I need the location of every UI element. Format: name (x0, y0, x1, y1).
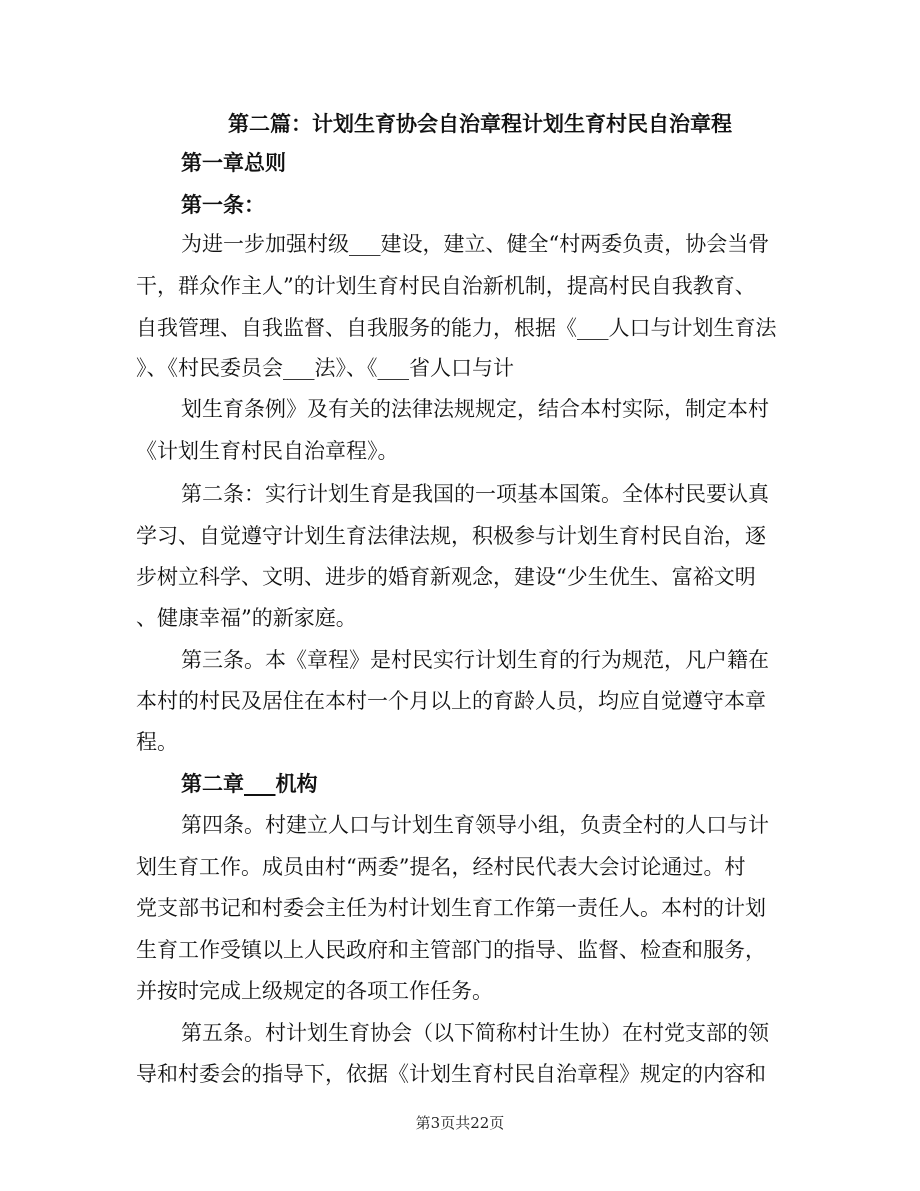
chapter-heading: 第二章___机构 (181, 772, 318, 796)
paragraph-line: 《计划生育村民自治章程》。 (136, 439, 399, 463)
paragraph-line: 第五条。村计划生育协会（以下简称村计生协）在村党支部的领 (181, 1021, 769, 1045)
paragraph-line: 导和村委会的指导下，依据《计划生育村民自治章程》规定的内容和 (136, 1062, 766, 1086)
paragraph-line: 第四条。村建立人口与计划生育领导小组，负责全村的人口与计 (181, 813, 769, 837)
paragraph-line: 程。 (136, 730, 178, 754)
paragraph-line: 学习、自觉遵守计划生育法律法规，积极参与计划生育村民自治，逐 (136, 524, 766, 548)
paragraph-line: 干，群众作主人”的计划生育村民自治新机制，提高村民自我教育、 (136, 274, 756, 298)
paragraph-line: 、健康幸福”的新家庭。 (136, 606, 357, 630)
paragraph-line: 第二条：实行计划生育是我国的一项基本国策。全体村民要认真 (181, 482, 769, 506)
paragraph-line: 》、《村民委员会___法》、《___省人口与计 (136, 356, 514, 380)
paragraph-line: 并按时完成上级规定的各项工作任务。 (136, 979, 493, 1003)
paragraph-line: 党支部书记和村委会主任为村计划生育工作第一责任人。本村的计划 (136, 896, 766, 920)
paragraph-line: 第三条。本《章程》是村民实行计划生育的行为规范，凡户籍在 (181, 648, 769, 672)
paragraph-line: 划生育工作。成员由村“两委”提名，经村民代表大会讨论通过。村 (136, 855, 746, 879)
chapter-heading: 第一章总则 (181, 151, 286, 175)
page-number: 第3页共22页 (415, 1114, 505, 1132)
paragraph-line: 生育工作受镇以上人民政府和主管部门的指导、监督、检查和服务， (136, 938, 766, 962)
paragraph-line: 划生育条例》及有关的法律法规规定，结合本村实际，制定本村 (181, 397, 769, 421)
paragraph-line: 本村的村民及居住在本村一个月以上的育龄人员，均应自觉遵守本章 (136, 689, 766, 713)
paragraph-line: 步树立科学、文明、进步的婚育新观念，建设“少生优生、富裕文明 (136, 565, 756, 589)
document-title: 第二篇：计划生育协会自治章程计划生育村民自治章程 (228, 112, 732, 136)
article-heading: 第一条： (181, 193, 265, 217)
paragraph-line: 为进一步加强村级___建设，建立、健全“村两委负责，协会当骨 (181, 232, 770, 256)
paragraph-line: 自我管理、自我监督、自我服务的能力，根据《___人口与计划生育法 (136, 316, 777, 340)
